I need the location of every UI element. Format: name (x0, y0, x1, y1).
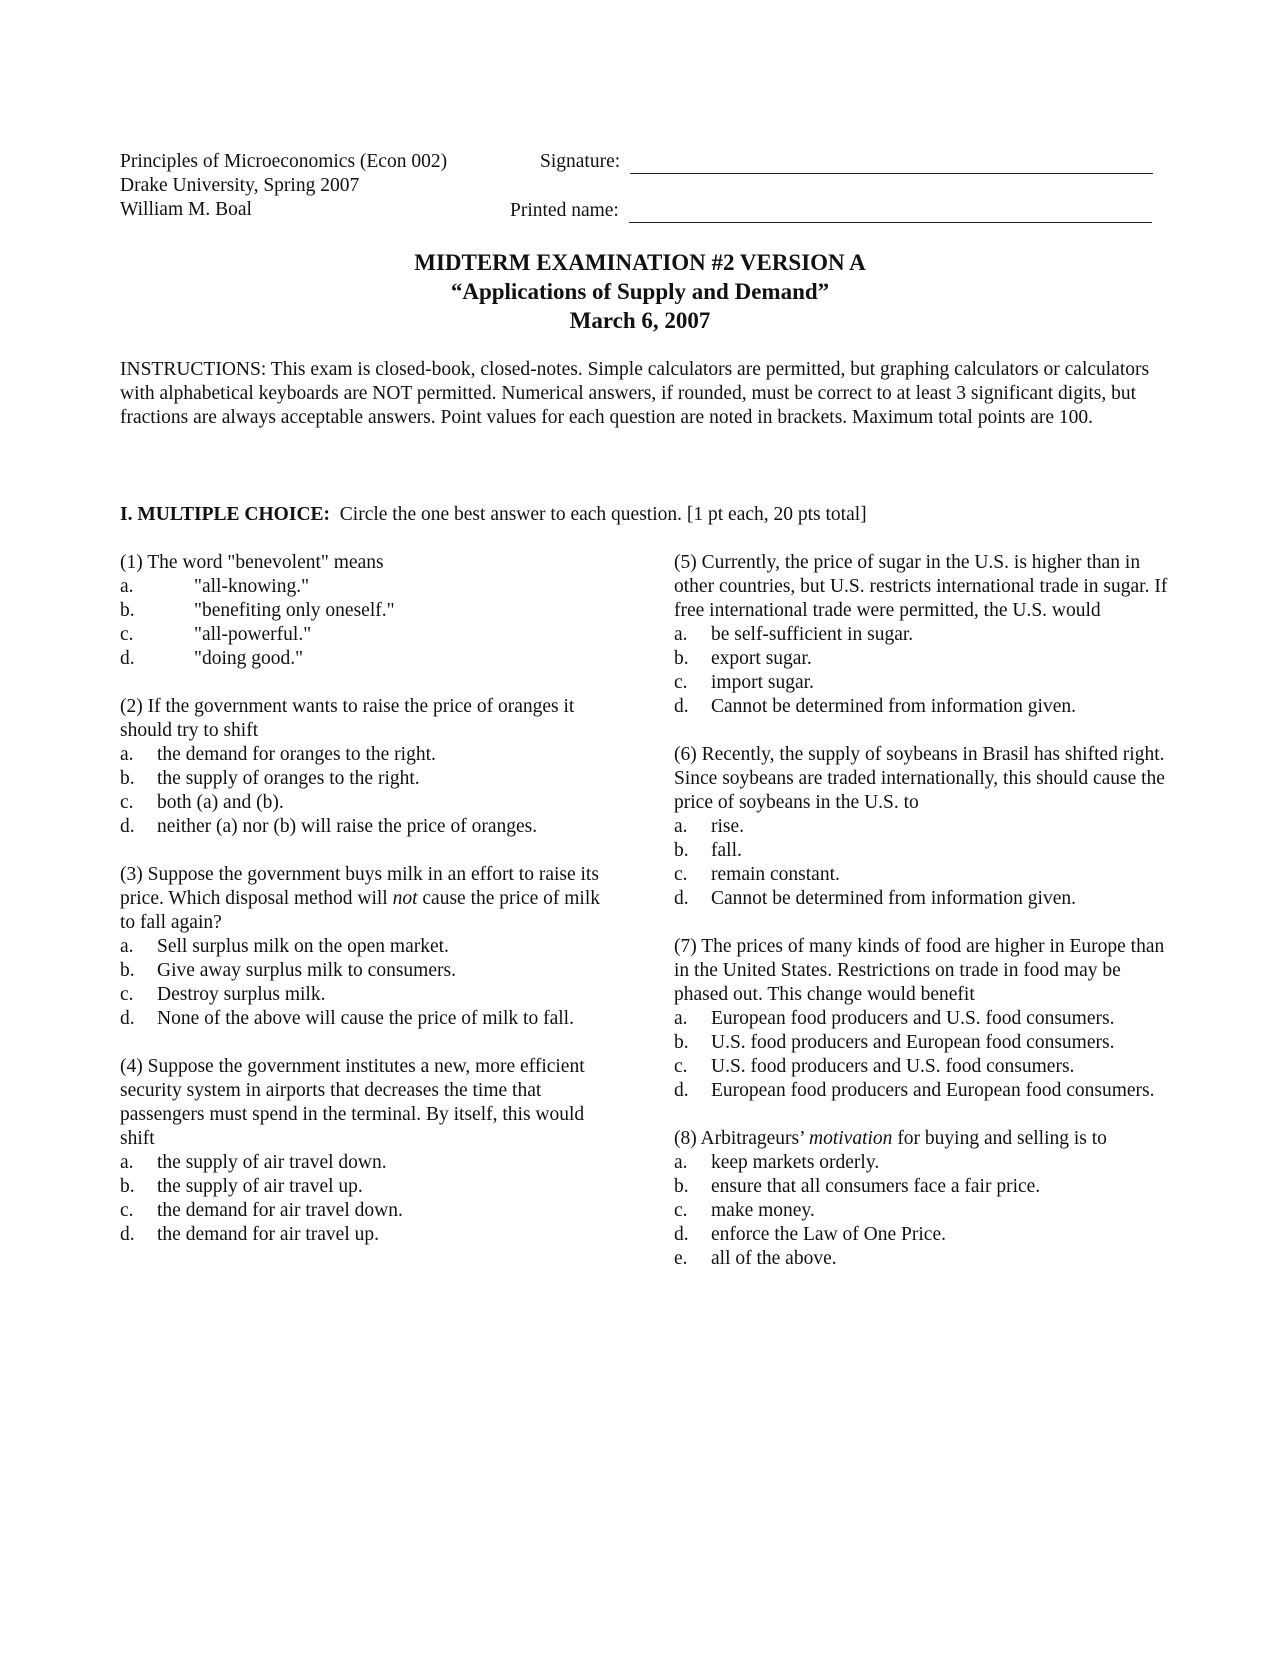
printed-name-row (510, 199, 1152, 223)
option-letter: b. (674, 648, 689, 669)
stem-emphasis: motivation (809, 1128, 893, 1149)
stem-text: (3) Suppose the government buys milk in an effort to raise its price. Which disposal method will (120, 864, 599, 909)
option-letter: d. (120, 816, 135, 837)
university-term: Drake University, Spring 2007 (120, 175, 360, 196)
instructor-name: William M. Boal (120, 199, 252, 220)
answer-option[interactable] (674, 695, 1174, 719)
question-6 (674, 743, 1174, 911)
option-text: Cannot be determined from information given. (711, 888, 1076, 909)
option-text: Sell surplus milk on the open market. (157, 936, 449, 957)
question-stem: (2) If the government wants to raise the price of oranges it should try to shift (120, 696, 575, 741)
option-text: both (a) and (b). (157, 792, 284, 813)
option-letter: c. (674, 672, 688, 693)
answer-option[interactable] (120, 791, 600, 815)
option-text: keep markets orderly. (711, 1152, 880, 1173)
answer-option[interactable] (674, 815, 1174, 839)
signature-line[interactable] (630, 153, 1153, 174)
option-text: make money. (711, 1200, 815, 1221)
question-4 (120, 1055, 600, 1247)
stem-text: (8) Arbitrageurs’ (674, 1128, 810, 1149)
option-letter: e. (674, 1248, 688, 1269)
answer-option[interactable] (120, 647, 600, 671)
option-letter: a. (120, 936, 134, 957)
option-text: ensure that all consumers face a fair price. (711, 1176, 1041, 1197)
exam-title-line2: “Applications of Supply and Demand” (450, 279, 830, 304)
answer-option[interactable] (674, 863, 1174, 887)
stem-text: cause the price of milk to fall again? (120, 888, 600, 933)
option-text: None of the above will cause the price of milk to fall. (157, 1008, 574, 1029)
answer-option[interactable] (674, 839, 1174, 863)
answer-option[interactable] (674, 1007, 1174, 1031)
option-letter: d. (674, 1224, 689, 1245)
question-stem: (7) The prices of many kinds of food are higher in Europe than in the United States. Restrictions on trade in food may be phased out. This change would benefit (674, 936, 1165, 1005)
option-letter: a. (120, 576, 134, 597)
option-text: the supply of air travel down. (157, 1152, 387, 1173)
question-stem (120, 863, 600, 935)
answer-option[interactable] (120, 935, 600, 959)
course-name: Principles of Microeconomics (Econ 002) (120, 151, 448, 172)
section-heading (120, 503, 867, 527)
answer-option[interactable] (674, 1247, 1174, 1271)
question-5 (674, 551, 1174, 719)
option-letter: d. (674, 888, 689, 909)
answer-option[interactable] (674, 1199, 1174, 1223)
question-stem: (5) Currently, the price of sugar in the U.S. is higher than in other countries, but U.S. restricts international trade in sugar. If free international trade were permitted, the U.S. would (674, 552, 1168, 621)
questions-right-column (674, 551, 1174, 1295)
question-8 (674, 1127, 1174, 1271)
option-letter: a. (674, 1008, 688, 1029)
printed-name-line[interactable] (629, 202, 1152, 223)
answer-option[interactable] (120, 767, 600, 791)
option-text: all of the above. (711, 1248, 837, 1269)
option-text: the demand for air travel down. (157, 1200, 403, 1221)
option-letter: a. (120, 744, 134, 765)
answer-option[interactable] (120, 983, 600, 1007)
signature-row (540, 150, 1153, 174)
stem-text: for buying and selling is to (892, 1128, 1107, 1149)
option-letter: b. (674, 840, 689, 861)
option-letter: c. (674, 864, 688, 885)
question-7 (674, 935, 1174, 1103)
option-text: remain constant. (711, 864, 840, 885)
option-text: Give away surplus milk to consumers. (157, 960, 456, 981)
option-letter: c. (674, 1200, 688, 1221)
answer-option[interactable] (120, 743, 600, 767)
answer-option[interactable] (120, 1151, 600, 1175)
answer-option[interactable] (120, 575, 600, 599)
answer-option[interactable] (120, 623, 600, 647)
question-stem: (4) Suppose the government institutes a new, more efficient security system in airports that decreases the time that passengers must spend in the terminal. By itself, this would shift (120, 1056, 585, 1149)
option-text: import sugar. (711, 672, 814, 693)
option-text: the supply of air travel up. (157, 1176, 363, 1197)
option-text: U.S. food producers and European food consumers. (711, 1032, 1115, 1053)
stem-emphasis: not (392, 888, 418, 909)
answer-option[interactable] (120, 815, 600, 839)
answer-option[interactable] (674, 1031, 1174, 1055)
section-title: I. MULTIPLE CHOICE: (120, 504, 331, 525)
answer-option[interactable] (674, 1079, 1174, 1103)
question-2 (120, 695, 600, 839)
printed-name-label: Printed name: (510, 200, 619, 221)
answer-option[interactable] (674, 671, 1174, 695)
option-letter: d. (120, 1008, 135, 1029)
answer-option[interactable] (674, 1223, 1174, 1247)
questions-left-column (120, 551, 600, 1271)
option-text: enforce the Law of One Price. (711, 1224, 946, 1245)
option-text: the supply of oranges to the right. (157, 768, 420, 789)
option-text: neither (a) nor (b) will raise the price of oranges. (157, 816, 538, 837)
instructions: INSTRUCTIONS: This exam is closed-book, closed-notes. Simple calculators are permitted, but graphing calculators or calculators with alphabetical keyboards are NOT permitted. Numerical answers, if rounded, must be correct to at least 3 significant digits, but fractions are always acceptable answers. Point values for each question are noted in brackets. Maximum total points are 100. (120, 359, 1150, 428)
question-stem: (1) The word "benevolent" means (120, 552, 384, 573)
exam-title-line1: MIDTERM EXAMINATION #2 VERSION A (414, 250, 866, 275)
question-1 (120, 551, 600, 671)
course-info (120, 150, 447, 222)
answer-option[interactable] (674, 623, 1174, 647)
option-text: U.S. food producers and U.S. food consumers. (711, 1056, 1075, 1077)
option-text: rise. (711, 816, 745, 837)
option-letter: a. (674, 1152, 688, 1173)
option-letter: b. (674, 1032, 689, 1053)
option-letter: c. (120, 624, 134, 645)
option-letter: c. (120, 792, 134, 813)
option-letter: a. (674, 624, 688, 645)
option-text: "benefiting only oneself." (194, 600, 395, 621)
question-stem (674, 1127, 1174, 1151)
option-letter: d. (674, 696, 689, 717)
section-directions: Circle the one best answer to each question. [1 pt each, 20 pts total] (339, 504, 867, 525)
signature-label: Signature: (540, 151, 621, 172)
option-text: fall. (711, 840, 742, 861)
option-letter: d. (120, 1224, 135, 1245)
option-text: Cannot be determined from information given. (711, 696, 1076, 717)
option-letter: a. (120, 1152, 134, 1173)
option-letter: c. (120, 984, 134, 1005)
answer-option[interactable] (674, 887, 1174, 911)
question-stem: (6) Recently, the supply of soybeans in Brasil has shifted right. Since soybeans are traded internationally, this should cause the price of soybeans in the U.S. to (674, 744, 1165, 813)
option-letter: b. (120, 1176, 135, 1197)
answer-option[interactable] (674, 1055, 1174, 1079)
option-letter: c. (120, 1200, 134, 1221)
option-letter: d. (674, 1080, 689, 1101)
answer-option[interactable] (674, 647, 1174, 671)
option-text: European food producers and U.S. food consumers. (711, 1008, 1115, 1029)
option-text: the demand for oranges to the right. (157, 744, 436, 765)
answer-option[interactable] (120, 959, 600, 983)
answer-option[interactable] (120, 1199, 600, 1223)
option-text: "doing good." (194, 648, 304, 669)
option-text: European food producers and European food consumers. (711, 1080, 1155, 1101)
option-letter: b. (120, 768, 135, 789)
answer-option[interactable] (120, 1007, 600, 1031)
option-text: the demand for air travel up. (157, 1224, 379, 1245)
option-text: be self-sufficient in sugar. (711, 624, 914, 645)
option-letter: c. (674, 1056, 688, 1077)
answer-option[interactable] (674, 1175, 1174, 1199)
option-letter: d. (120, 648, 135, 669)
option-text: "all-powerful." (194, 624, 312, 645)
option-letter: b. (674, 1176, 689, 1197)
option-text: export sugar. (711, 648, 812, 669)
answer-option[interactable] (120, 599, 600, 623)
answer-option[interactable] (120, 1175, 600, 1199)
option-letter: a. (674, 816, 688, 837)
answer-option[interactable] (674, 1151, 1174, 1175)
exam-date: March 6, 2007 (569, 308, 711, 333)
answer-option[interactable] (120, 1223, 600, 1247)
question-3 (120, 863, 600, 1031)
option-text: "all-knowing." (194, 576, 310, 597)
exam-title (0, 248, 1280, 335)
option-text: Destroy surplus milk. (157, 984, 326, 1005)
option-letter: b. (120, 600, 135, 621)
option-letter: b. (120, 960, 135, 981)
